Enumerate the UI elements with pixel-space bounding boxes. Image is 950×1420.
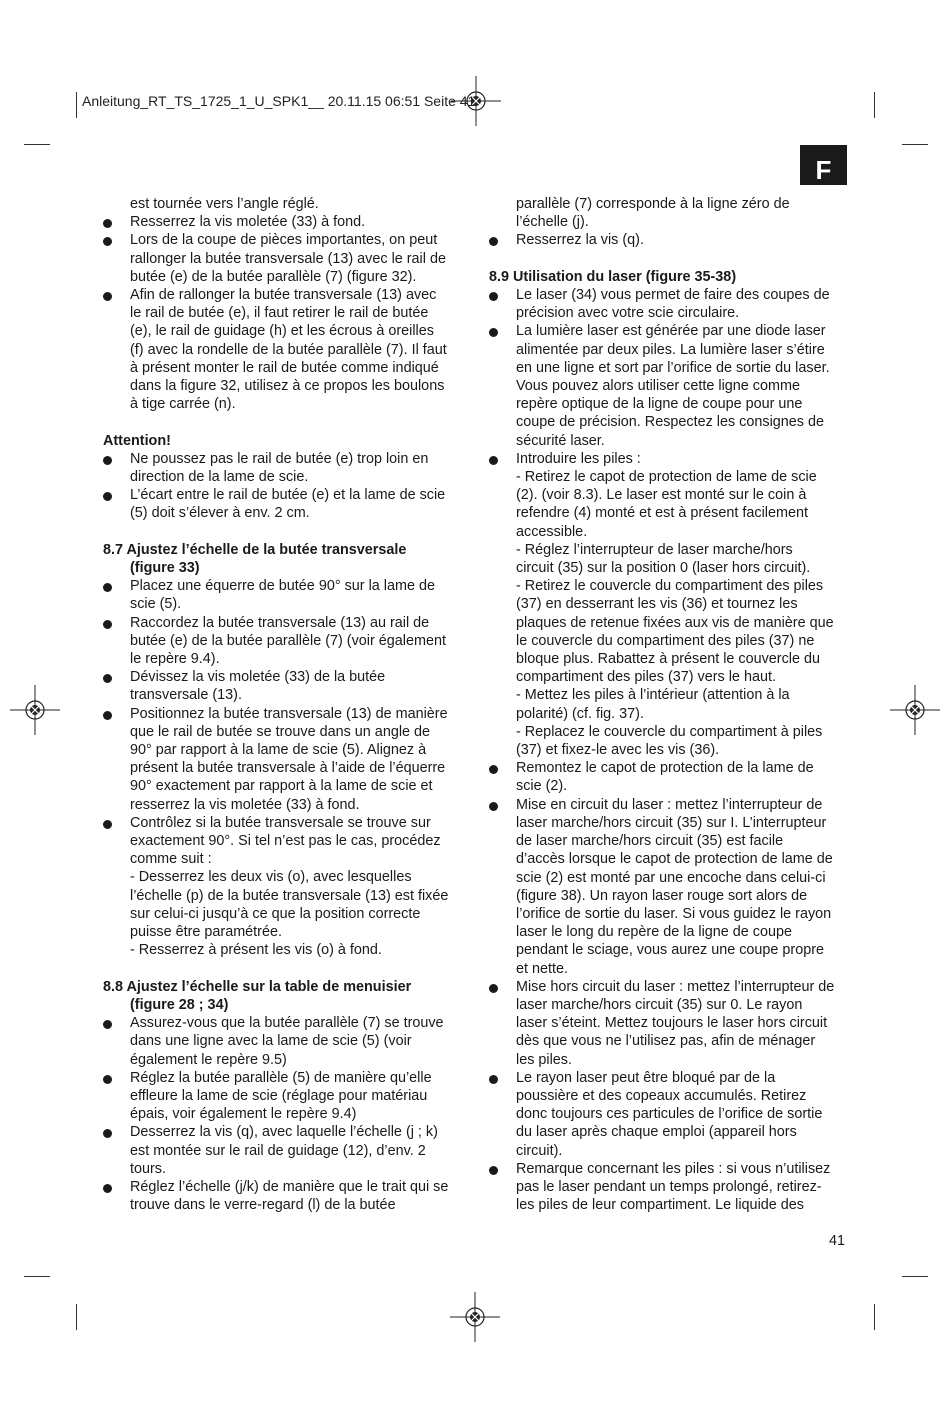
section-heading <box>103 541 463 577</box>
bullet-icon <box>103 292 112 301</box>
text-line: scie (2). <box>516 778 568 795</box>
text-line: Introduire les piles : <box>516 450 641 467</box>
text-line: (37) et fixez-le avec les vis (36). <box>516 742 720 759</box>
text-line: 8.9 Utilisation du laser (figure 35-38) <box>489 268 737 285</box>
text-line: circuit). <box>516 1142 563 1159</box>
text-line: de laser marche/hors circuit (35) est facile <box>516 833 784 850</box>
left-column <box>103 195 463 1214</box>
text-line: le repère 9.4). <box>130 651 220 668</box>
text-line: Contrôlez si la butée transversale se trouve sur <box>130 814 431 831</box>
text-line: Positionnez la butée transversale (13) de manière <box>130 705 448 722</box>
text-line: tours. <box>130 1160 166 1177</box>
text-line: Remarque concernant les piles : si vous n’utilisez <box>516 1160 831 1177</box>
text-line: (5) doit s’élever à env. 2 cm. <box>130 505 310 522</box>
print-slug: Anleitung_RT_TS_1725_1_U_SPK1__ 20.11.15 06:51 Seite 41 <box>82 93 476 109</box>
text-line: (f) avec la rondelle de la butée parallèle (7). Il faut <box>130 341 447 358</box>
text-line: direction de la lame de scie. <box>130 469 309 486</box>
text-line: repère optique de la ligne de coupe pour une <box>516 396 803 413</box>
text-line: le rail de butée (e), il faut retirer le rail de butée <box>130 305 429 322</box>
bullet-icon <box>489 456 498 465</box>
language-tab: F <box>800 145 847 185</box>
text-line: plaques de retenue fixées aux vis de manière que <box>516 614 834 631</box>
text-line: le couvercle du compartiment des piles (37) ne <box>516 632 815 649</box>
paragraph-continuation <box>103 195 463 213</box>
bullet-icon <box>489 328 498 337</box>
bullet-icon <box>489 1075 498 1084</box>
text-line: - Retirez le couvercle du compartiment des piles <box>516 578 824 595</box>
registration-mark-icon <box>10 685 60 735</box>
text-line: Mise en circuit du laser : mettez l’interrupteur de <box>516 796 823 813</box>
text-line: resserrez la vis moletée (33) à fond. <box>130 796 360 813</box>
text-line: - Retirez le capot de protection de lame de scie <box>516 469 817 486</box>
list-item <box>489 231 849 249</box>
text-line: L’écart entre le rail de butée (e) et la lame de scie <box>130 487 446 504</box>
list-item <box>103 1123 463 1178</box>
text-line: pas le laser pendant un temps prolongé, retirez- <box>516 1178 822 1195</box>
list-item <box>103 486 463 522</box>
text-line: Afin de rallonger la butée transversale (13) avec <box>130 287 437 304</box>
spacer <box>103 960 463 978</box>
section-heading <box>489 268 849 286</box>
text-line: circuit (35) sur la position 0 (laser hors circuit). <box>516 560 811 577</box>
text-line: dans une ligne avec la lame de scie (5) (voir <box>130 1033 412 1050</box>
text-line: puisse être paramétrée. <box>130 924 282 941</box>
text-line: Ne poussez pas le rail de butée (e) trop loin en <box>130 450 429 467</box>
bullet-icon <box>103 583 112 592</box>
registration-mark-icon <box>890 685 940 735</box>
text-line: 90° par rapport à la lame de scie (5). Alignez à <box>130 742 427 759</box>
text-line: polarité) (cf. fig. 37). <box>516 705 644 722</box>
crop-mark <box>24 1276 50 1277</box>
crop-mark <box>902 144 928 145</box>
text-line: laser marche/hors circuit (35) sur 0. Le rayon <box>516 996 803 1013</box>
text-line: l’orifice de sortie du laser. Si vous guidez le rayon <box>516 905 832 922</box>
text-line: coupe de précision. Respectez les consignes de <box>516 414 824 431</box>
text-line: exactement 90°. Si tel n’est pas le cas, procédez <box>130 833 441 850</box>
spacer <box>489 250 849 268</box>
list-item <box>489 286 849 322</box>
text-line: - Replacez le couvercle du compartiment à piles <box>516 723 823 740</box>
bullet-icon <box>103 674 112 683</box>
text-line: à présent monter le rail de butée comme indiqué <box>130 359 439 376</box>
bullet-icon <box>103 1075 112 1084</box>
crop-mark <box>76 1304 77 1330</box>
text-line: transversale (13). <box>130 687 242 704</box>
text-line: Le laser (34) vous permet de faire des coupes de <box>516 287 830 303</box>
text-line: est tournée vers l’angle réglé. <box>130 196 319 212</box>
bullet-icon <box>489 237 498 246</box>
bullet-icon <box>489 1166 498 1175</box>
text-line: - Mettez les piles à l’intérieur (attention à la <box>516 687 790 704</box>
right-column <box>489 195 849 1214</box>
list-item <box>489 796 849 978</box>
list-item <box>103 1178 463 1214</box>
list-item <box>103 286 463 413</box>
list-item <box>103 705 463 814</box>
text-line: (figure 38). Un rayon laser rouge sort alors de <box>516 887 808 904</box>
text-line: Raccordez la butée transversale (13) au rail de <box>130 614 430 631</box>
text-line: laser marche/hors circuit (35) sur I. L’interrupteur <box>516 814 827 831</box>
list-item <box>103 1069 463 1124</box>
list-item <box>103 614 463 669</box>
text-line: Attention! <box>103 432 171 449</box>
text-line: présent la butée transversale à l’aide de l’équerre <box>130 760 446 777</box>
list-item <box>103 814 463 960</box>
text-line: butée (e) de la butée parallèle (7) (figure 32). <box>130 268 417 285</box>
text-line: Resserrez la vis (q). <box>516 232 644 249</box>
section-heading <box>103 432 463 450</box>
spacer <box>103 523 463 541</box>
text-line: Mise hors circuit du laser : mettez l’interrupteur de <box>516 978 835 995</box>
text-line: Réglez l’échelle (j/k) de manière que le trait qui se <box>130 1178 449 1195</box>
bullet-icon <box>103 456 112 465</box>
text-line: La lumière laser est générée par une diode laser <box>516 323 826 340</box>
list-item <box>103 213 463 231</box>
text-line: (e), le rail de guidage (h) et les écrous à oreilles <box>130 323 434 340</box>
registration-mark-icon <box>450 1292 500 1342</box>
text-line: comme suit : <box>130 851 212 868</box>
text-line: Resserrez la vis moletée (33) à fond. <box>130 214 366 231</box>
bullet-icon <box>489 984 498 993</box>
text-line: parallèle (7) corresponde à la ligne zéro de <box>516 196 790 212</box>
text-line: alimentée par deux piles. La lumière laser s’étire <box>516 341 825 358</box>
text-line: scie (2) est monté par une encoche dans celui-ci <box>516 869 826 886</box>
spacer <box>103 413 463 431</box>
text-line: scie (5). <box>130 596 182 613</box>
text-line: Dévissez la vis moletée (33) de la butée <box>130 669 386 686</box>
crop-mark <box>76 92 77 118</box>
text-line: butée (e) de la butée parallèle (7) (voir également <box>130 632 446 649</box>
text-line: Remontez le capot de protection de la lame de <box>516 760 814 777</box>
list-item <box>103 668 463 704</box>
text-line: Assurez-vous que la butée parallèle (7) se trouve <box>130 1015 444 1032</box>
crop-mark <box>24 144 50 145</box>
bullet-icon <box>103 711 112 720</box>
text-line: - Réglez l’interrupteur de laser marche/hors <box>516 541 793 558</box>
text-line: - Resserrez à présent les vis (o) à fond. <box>130 942 382 959</box>
text-line: que le rail de butée se trouve dans un angle de <box>130 723 431 740</box>
text-line: Réglez la butée parallèle (5) de manière qu’elle <box>130 1069 432 1086</box>
text-line: 8.8 Ajustez l’échelle sur la table de menuisier <box>103 978 412 995</box>
list-item <box>489 759 849 795</box>
text-line: et nette. <box>516 960 569 977</box>
text-line: (2). (voir 8.3). Le laser est monté sur le coin à <box>516 487 807 504</box>
text-line: rallonger la butée transversale (13) avec le rail de <box>130 250 446 267</box>
text-line: Desserrez la vis (q), avec laquelle l’échelle (j ; k) <box>130 1124 438 1141</box>
list-item <box>103 1014 463 1069</box>
page-number: 41 <box>829 1233 846 1249</box>
text-line: bloque plus. Rabattez à présent le couvercle du <box>516 651 820 668</box>
paragraph-continuation <box>489 195 849 231</box>
list-item <box>489 450 849 759</box>
text-line: dans la figure 32, utilisez à ce propos les boulons <box>130 378 445 395</box>
crop-mark <box>874 1304 875 1330</box>
text-line: poussière et des copeaux accumulés. Retirez <box>516 1087 807 1104</box>
bullet-icon <box>489 802 498 811</box>
text-line: 8.7 Ajustez l’échelle de la butée transversale <box>103 541 407 558</box>
text-line: accessible. <box>516 523 588 540</box>
list-item <box>489 1069 849 1160</box>
text-line: les piles de leur compartiment. Le liquide des <box>516 1197 804 1214</box>
list-item <box>489 322 849 449</box>
text-line: (37) en desserrant les vis (36) et tournez les <box>516 596 798 613</box>
text-line: compartiment des piles (37) vers le haut. <box>516 669 776 686</box>
text-line: sécurité laser. <box>516 432 605 449</box>
text-line: effleure la lame de scie (réglage pour matériau <box>130 1087 428 1104</box>
text-line: épais, voir également le repère 9.4) <box>130 1106 357 1123</box>
text-line: en une ligne et sort par l’orifice de sortie du laser. <box>516 359 830 376</box>
text-line: également le repère 9.5) <box>130 1051 287 1068</box>
bullet-icon <box>103 1184 112 1193</box>
text-line: trouve dans le verre-regard (l) de la butée <box>130 1197 396 1214</box>
bullet-icon <box>103 620 112 629</box>
text-line: les piles. <box>516 1051 572 1068</box>
text-line: l’échelle (j). <box>516 214 589 231</box>
text-line: Placez une équerre de butée 90° sur la lame de <box>130 578 435 595</box>
text-line: Vous pouvez alors utiliser cette ligne comme <box>516 378 800 395</box>
text-line: précision avec votre scie circulaire. <box>516 305 740 322</box>
text-line: - Desserrez les deux vis (o), avec lesquelles <box>130 869 412 886</box>
text-line: dès que vous ne l’utilisez pas, afin de ménager <box>516 1033 816 1050</box>
bullet-icon <box>103 1020 112 1029</box>
bullet-icon <box>103 1129 112 1138</box>
section-heading <box>103 978 463 1014</box>
text-line: 90° exactement par rapport à la lame de scie et <box>130 778 433 795</box>
crop-mark <box>874 92 875 118</box>
text-line: à tige carrée (n). <box>130 396 236 413</box>
list-item <box>489 978 849 1069</box>
text-line: pendant le sciage, vous aurez une coupe propre <box>516 942 825 959</box>
text-line: laser s’éteint. Mettez toujours le laser hors circuit <box>516 1015 828 1032</box>
bullet-icon <box>489 292 498 301</box>
text-line: sur celui-ci jusqu’à ce que la position correcte <box>130 905 421 922</box>
text-line: (figure 33) <box>130 560 200 577</box>
list-item <box>489 1160 849 1215</box>
text-line: Lors de la coupe de pièces importantes, on peut <box>130 232 438 249</box>
bullet-icon <box>103 237 112 246</box>
list-item <box>103 577 463 613</box>
bullet-icon <box>103 820 112 829</box>
text-line: du laser après chaque emploi (appareil hors <box>516 1124 797 1141</box>
text-line: donc toujours ces particules de l’orifice de sortie <box>516 1106 823 1123</box>
text-line: d’accès lorsque le capot de protection de lame de <box>516 851 833 868</box>
bullet-icon <box>489 765 498 774</box>
text-line: est montée sur le rail de guidage (12), d’env. 2 <box>130 1142 426 1159</box>
text-line: (figure 28 ; 34) <box>130 996 229 1013</box>
text-line: refendre (4) monté et est à présent facilement <box>516 505 808 522</box>
list-item <box>103 450 463 486</box>
text-line: laser le long du repère de la ligne de coupe <box>516 924 793 941</box>
crop-mark <box>902 1276 928 1277</box>
bullet-icon <box>103 492 112 501</box>
bullet-icon <box>103 219 112 228</box>
list-item <box>103 231 463 286</box>
text-line: l’échelle (p) de la butée transversale (13) est fixée <box>130 887 449 904</box>
text-line: Le rayon laser peut être bloqué par de la <box>516 1069 776 1086</box>
